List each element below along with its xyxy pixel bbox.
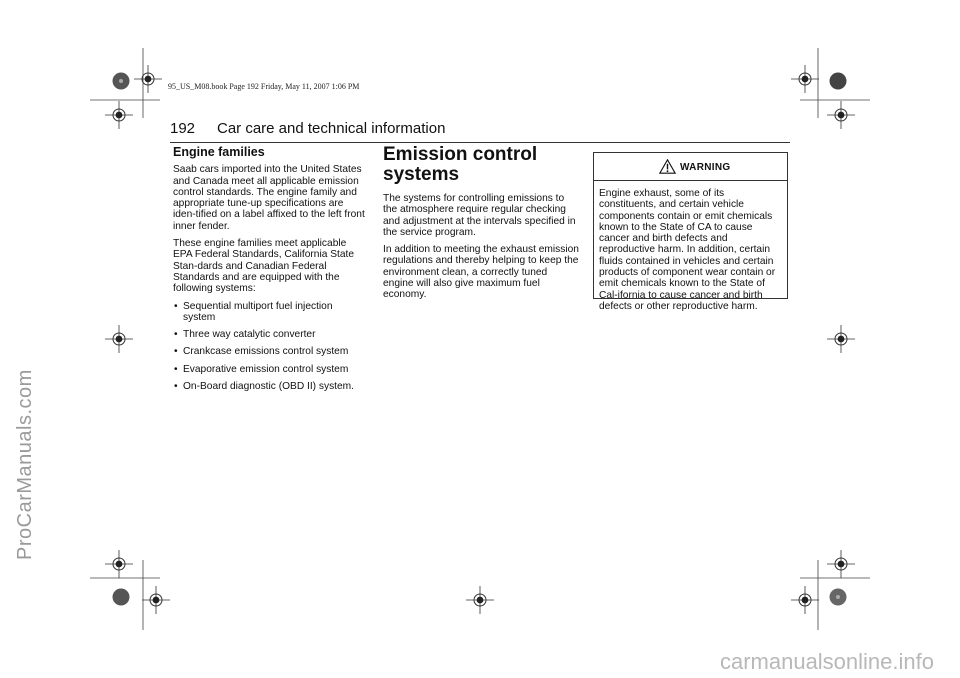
- page-header: [170, 118, 790, 143]
- bullet-icon: •: [174, 381, 178, 393]
- list-item-text: Sequential multiport fuel injection system: [183, 300, 333, 323]
- warning-header: [594, 153, 787, 181]
- registration-mark-icon: [832, 555, 850, 573]
- list-item: [173, 346, 367, 357]
- list-item-text: On-Board diagnostic (OBD II) system.: [183, 381, 354, 393]
- engine-families-paragraph-2: These engine families meet applicable EPA Federal Standards, California State Stan-dards and Canadian Federal Standards and are equipped with the following systems:: [173, 238, 355, 295]
- list-item: [173, 301, 367, 324]
- engine-families-section: [173, 147, 367, 398]
- list-item-text: Three way catalytic converter: [183, 329, 316, 341]
- section-title: Car care and technical information: [217, 120, 446, 137]
- bullet-icon: •: [174, 346, 178, 358]
- registration-mark-icon: [832, 330, 850, 348]
- registration-mark-icon: [139, 70, 157, 88]
- registration-mark-icon: [110, 555, 128, 573]
- list-item: [173, 329, 367, 340]
- registration-dot-icon: [112, 72, 130, 90]
- registration-mark-icon: [147, 591, 165, 609]
- registration-dot-icon: [829, 588, 847, 606]
- engine-families-paragraph-1: Saab cars imported into the United States and Canada meet all applicable emission control standards. The engine family and appropriate tune-up specifications are iden-tified on a label affixed to the left front inner fender.: [173, 164, 365, 232]
- bottom-watermark: carmanualsonline.info: [719, 649, 934, 674]
- engine-families-heading: Engine families: [173, 145, 265, 159]
- list-item: [173, 364, 367, 375]
- registration-mark-icon: [110, 330, 128, 348]
- registration-mark-icon: [796, 591, 814, 609]
- warning-text: Engine exhaust, some of its constituents, and certain vehicle components contain or emit chemicals known to the State of CA to cause cancer and birth defects and reproductive harm. In addition, certain fluids contained in vehicles and certain products of component wear contain or emit chemicals known to the State of Cal-ifornia to cause cancer and birth defects or other reproductive harm.: [599, 188, 776, 312]
- systems-list: [173, 301, 367, 393]
- bullet-icon: •: [174, 300, 178, 312]
- warning-box: [593, 152, 788, 312]
- bullet-icon: •: [174, 363, 178, 375]
- list-item: [173, 381, 367, 392]
- emission-control-paragraph-2: In addition to meeting the exhaust emission regulations and thereby helping to keep the environment clean, a correctly tuned engine will also give maximum fuel economy.: [383, 244, 579, 301]
- list-item-text: Evaporative emission control system: [183, 363, 349, 375]
- emission-control-section: [383, 145, 579, 307]
- registration-mark-icon: [796, 70, 814, 88]
- emission-control-heading: Emission control systems: [383, 144, 538, 185]
- side-watermark: ProCarManuals.com: [14, 369, 36, 560]
- list-item-text: Crankcase emissions control system: [183, 346, 349, 358]
- bullet-icon: •: [174, 329, 178, 341]
- registration-mark-icon: [471, 591, 489, 609]
- registration-dot-icon: [829, 72, 847, 90]
- registration-dot-icon: [112, 588, 130, 606]
- registration-mark-icon: [832, 106, 850, 124]
- registration-mark-icon: [110, 106, 128, 124]
- warning-title: WARNING: [680, 162, 731, 173]
- warning-triangle-icon: [659, 159, 676, 174]
- emission-control-paragraph-1: The systems for controlling emissions to the atmosphere require regular checking and adjustment at the intervals specified in the service program.: [383, 193, 576, 238]
- page-number: 192: [170, 120, 196, 137]
- print-job-header: 95_US_M08.book Page 192 Friday, May 11, 2007 1:06 PM: [168, 82, 360, 91]
